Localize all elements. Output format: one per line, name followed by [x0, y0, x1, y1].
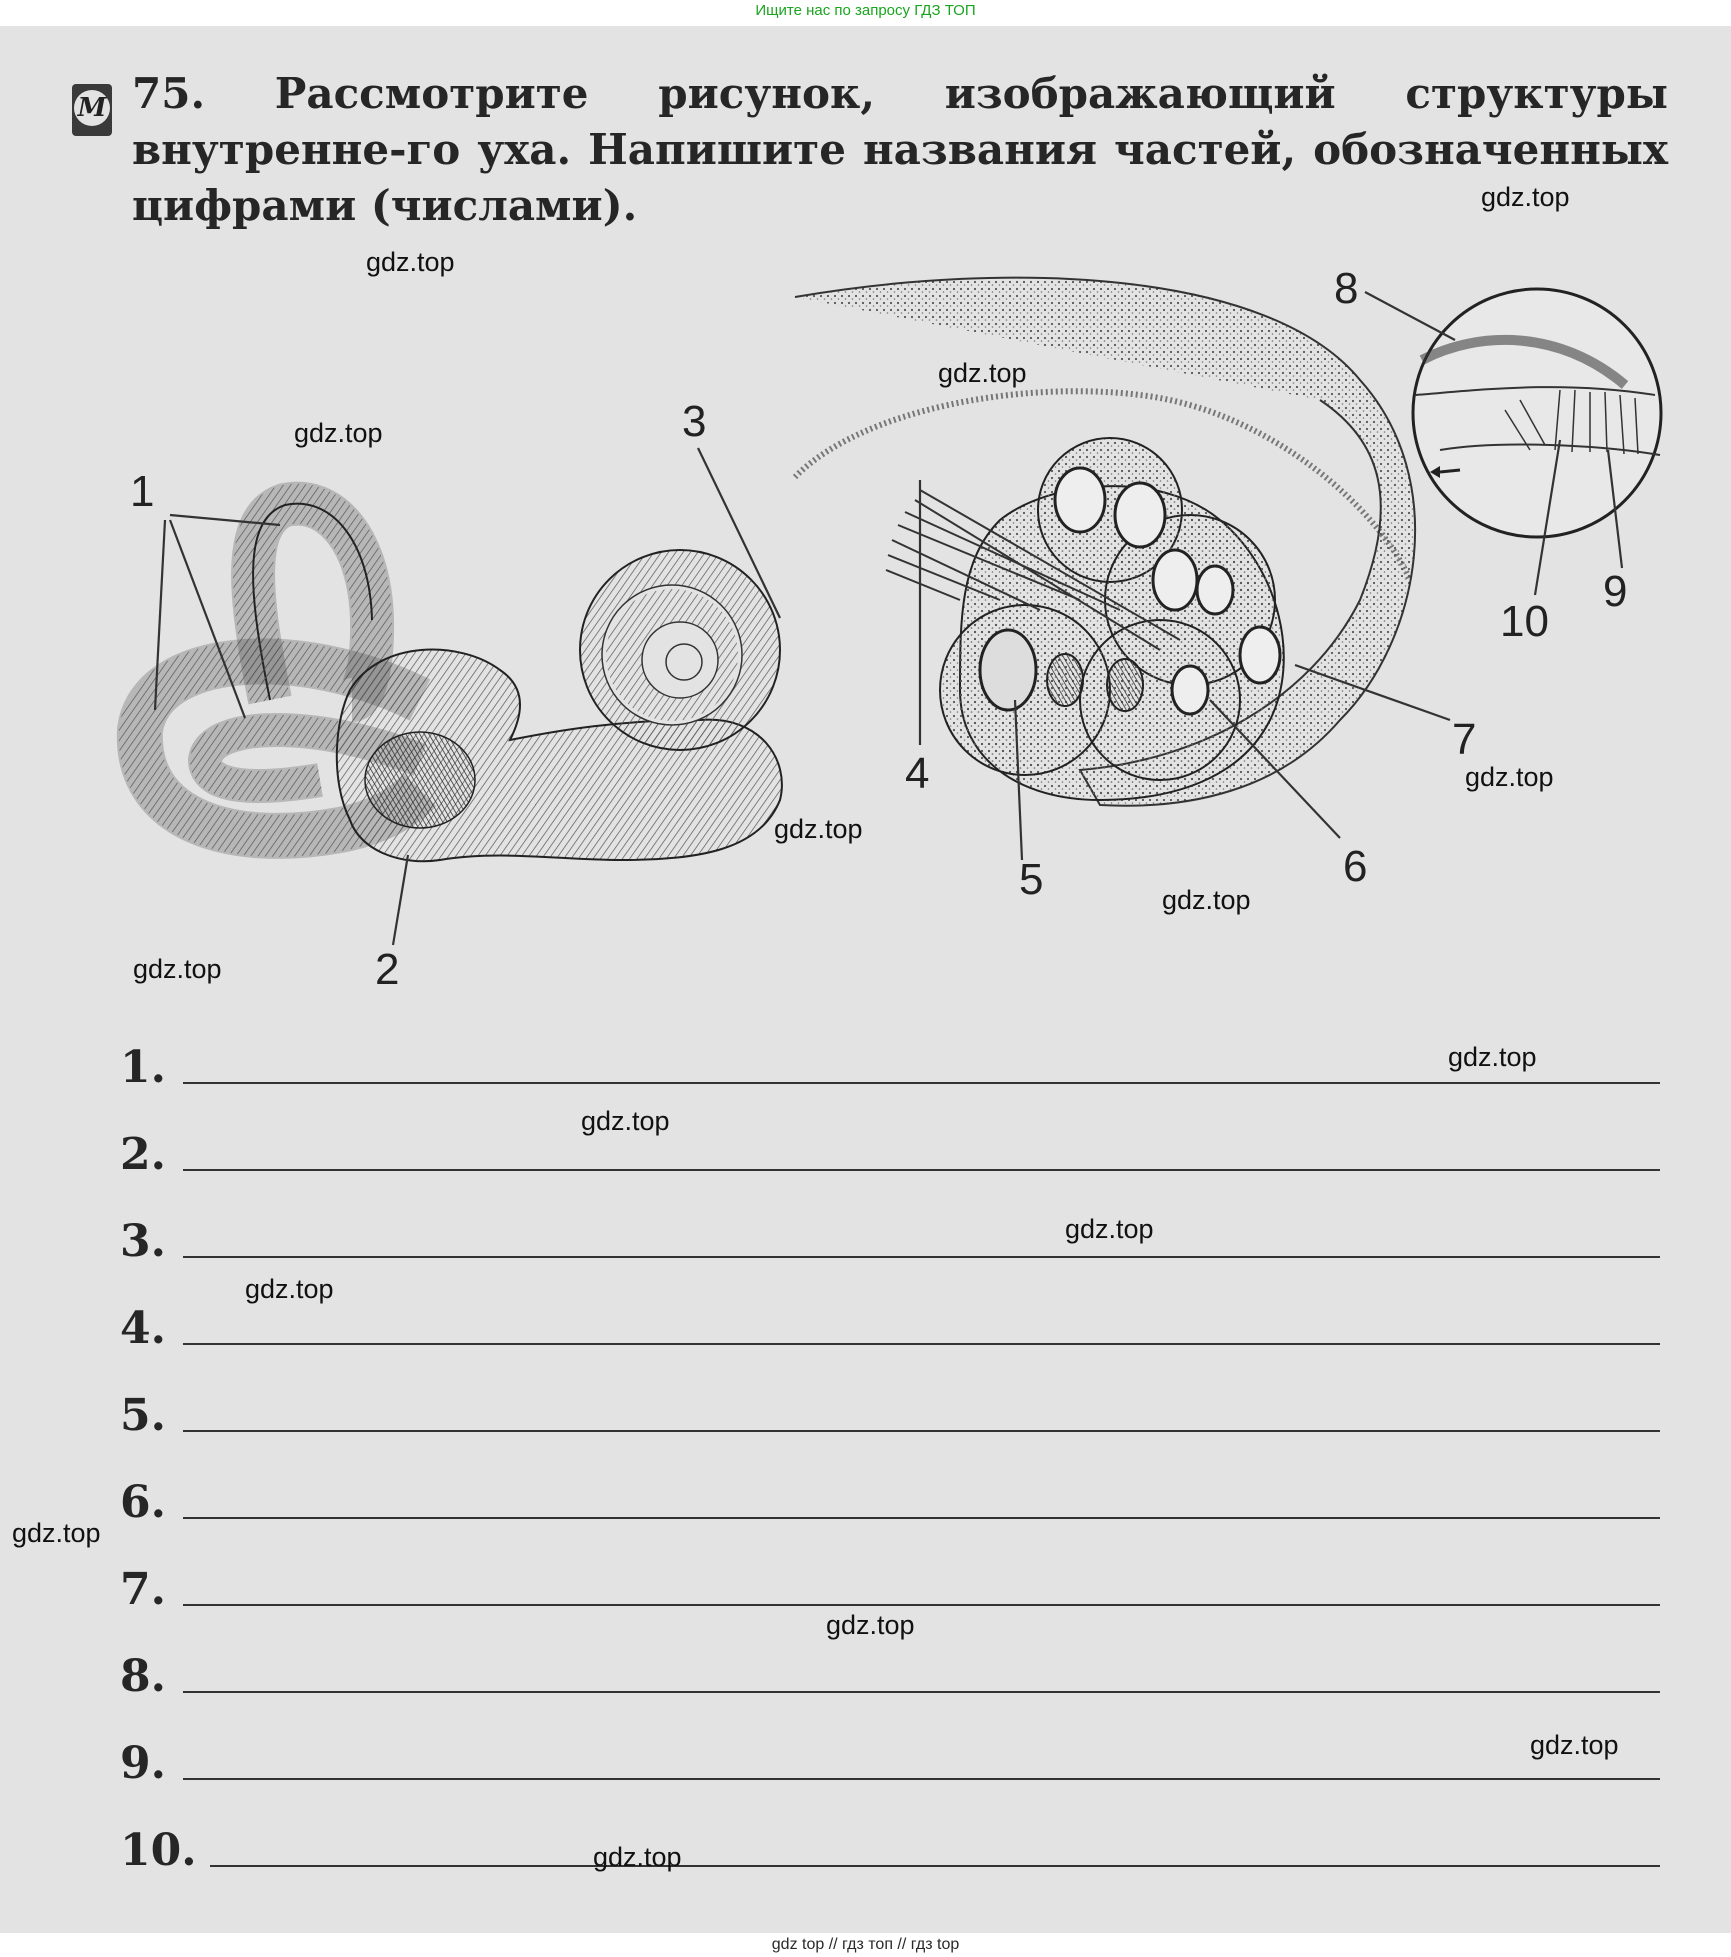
answer-number: 3. [120, 1216, 166, 1267]
callout-3: 3 [682, 397, 707, 446]
watermark: gdz.top [12, 1518, 101, 1548]
watermark: gdz.top [581, 1106, 670, 1136]
bottom-banner [0, 1933, 1731, 1957]
answer-row-2 [120, 1107, 1660, 1180]
watermark: gdz.top [1530, 1730, 1619, 1760]
cochlea-cross-section [795, 278, 1415, 807]
answer-line[interactable] [183, 1604, 1660, 1606]
answer-row-10 [120, 1803, 1660, 1876]
answer-number: 4. [120, 1303, 166, 1354]
watermark: gdz.top [593, 1842, 682, 1872]
cochlea [580, 550, 780, 750]
callout-4: 4 [905, 749, 930, 798]
callout-1: 1 [130, 467, 155, 516]
answer-line[interactable] [183, 1778, 1660, 1780]
watermark: gdz.top [294, 418, 383, 448]
answer-number: 6. [120, 1477, 166, 1528]
answer-row-9 [120, 1716, 1660, 1789]
bottom-banner-text: gdz top // гдз топ // гдз top [771, 1936, 960, 1953]
answer-line[interactable] [210, 1865, 1660, 1867]
top-banner-text[interactable]: Ищите нас по запросу ГДЗ ТОП [755, 2, 976, 19]
answer-line[interactable] [183, 1517, 1660, 1519]
callout-6: 6 [1343, 842, 1368, 891]
answer-number: 8. [120, 1651, 166, 1702]
callout-8: 8 [1334, 264, 1359, 313]
callout-7: 7 [1452, 715, 1477, 764]
callout-2: 2 [375, 945, 400, 994]
watermark: gdz.top [826, 1610, 915, 1640]
answer-line[interactable] [183, 1430, 1660, 1432]
watermark: gdz.top [1465, 762, 1554, 792]
watermark: gdz.top [1481, 182, 1570, 212]
answer-number: 9. [120, 1738, 166, 1789]
answer-number: 7. [120, 1564, 166, 1615]
answer-row-4 [120, 1281, 1660, 1354]
answer-row-5 [120, 1368, 1660, 1441]
answer-line[interactable] [183, 1082, 1660, 1084]
answer-line[interactable] [183, 1343, 1660, 1345]
answer-line[interactable] [183, 1691, 1660, 1693]
answer-line[interactable] [183, 1169, 1660, 1171]
watermark: gdz.top [774, 814, 863, 844]
answer-row-1 [120, 1020, 1660, 1093]
answer-line[interactable] [183, 1256, 1660, 1258]
watermark: gdz.top [366, 247, 455, 277]
callout-10: 10 [1500, 597, 1549, 646]
watermark: gdz.top [1448, 1042, 1537, 1072]
watermark: gdz.top [133, 954, 222, 984]
watermark: gdz.top [1162, 885, 1251, 915]
answer-number: 2. [120, 1129, 166, 1180]
answer-row-3 [120, 1194, 1660, 1267]
answer-row-7 [120, 1542, 1660, 1615]
task-text: 75. Рассмотрите рисунок, изображающий структуры внутренне-го уха. Напишите названия частей, обозначенных цифрами (числами). [132, 69, 1668, 230]
watermark: gdz.top [938, 358, 1027, 388]
callout-5: 5 [1019, 855, 1044, 904]
badge-letter: М [74, 90, 110, 126]
answer-number: 1. [120, 1042, 166, 1093]
watermark: gdz.top [245, 1274, 334, 1304]
organ-of-corti-inset [1413, 289, 1661, 537]
answer-number: 5. [120, 1390, 166, 1441]
callout-9: 9 [1603, 567, 1628, 616]
answer-row-6 [120, 1455, 1660, 1528]
watermark: gdz.top [1065, 1214, 1154, 1244]
answer-number: 10. [120, 1825, 197, 1876]
